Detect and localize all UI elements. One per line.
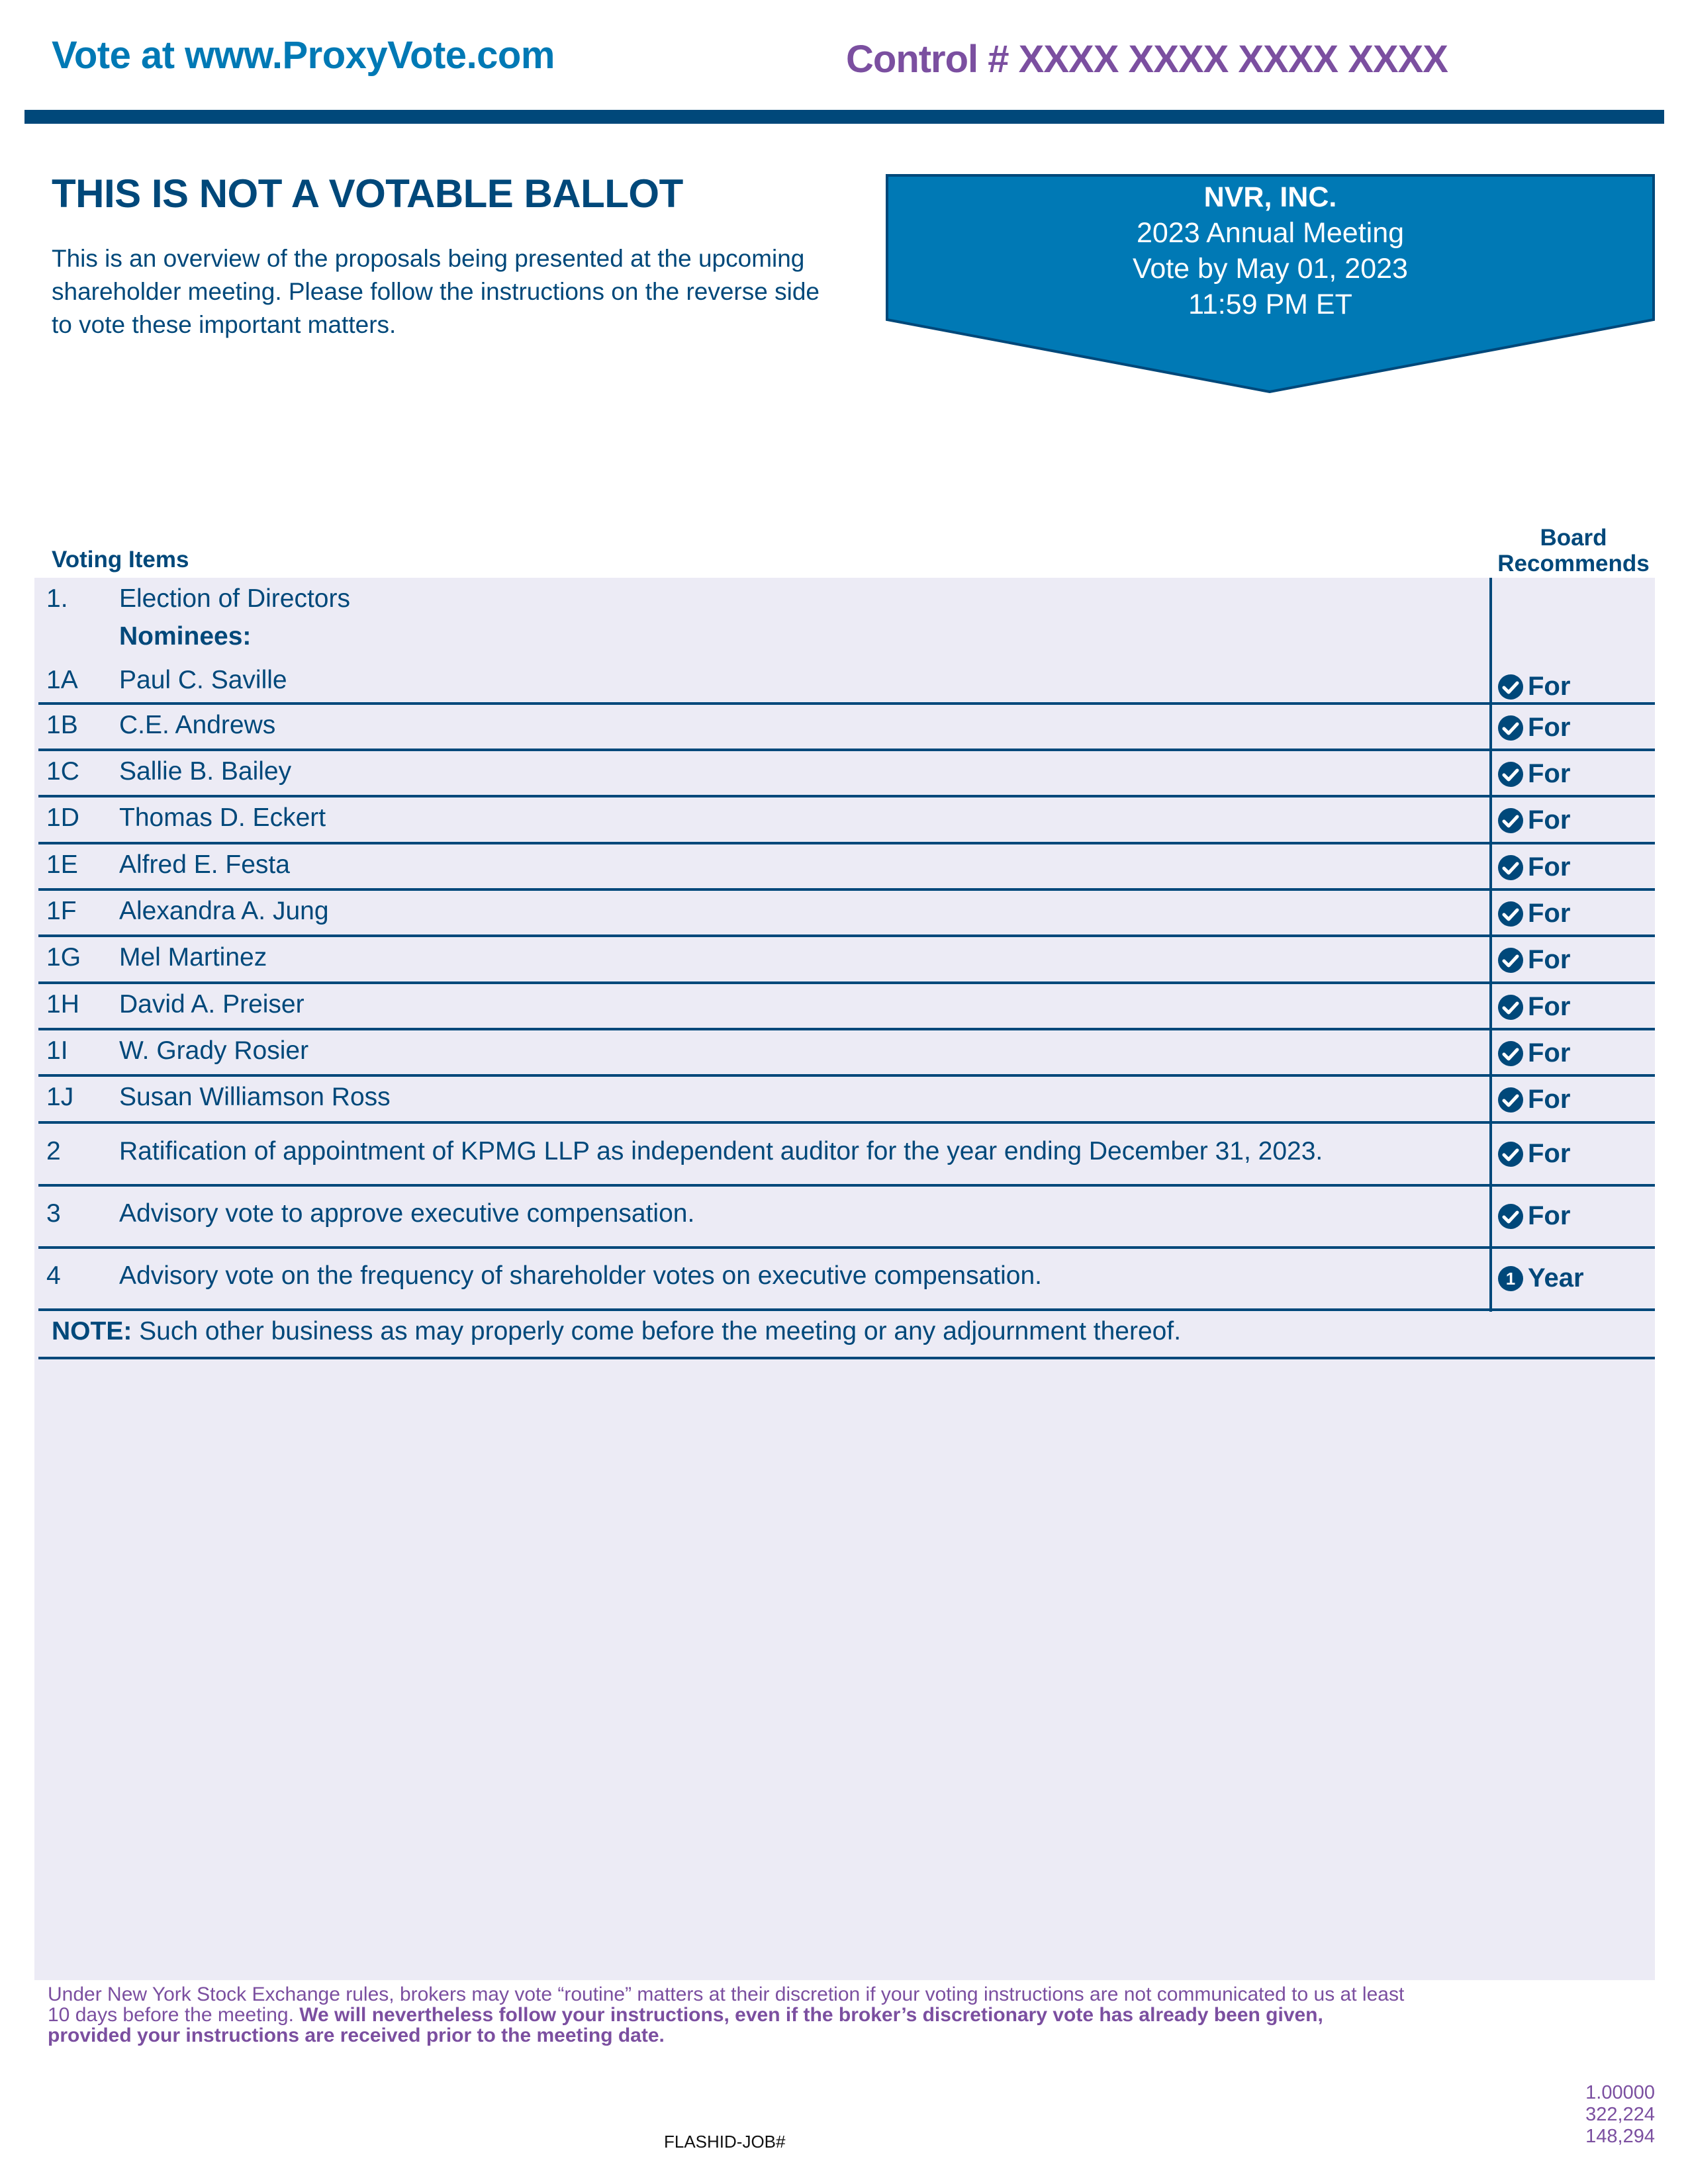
row-number: 2 (46, 1137, 61, 1165)
nominee-name: Paul C. Saville (119, 666, 287, 694)
check-circle-icon (1497, 947, 1524, 974)
note-text (52, 1317, 1181, 1346)
check-circle-icon (1497, 1141, 1524, 1167)
check-circle-icon (1497, 901, 1524, 927)
row-number: 1G (46, 943, 81, 972)
row-number: 1A (46, 666, 78, 694)
board-recommendation (1497, 805, 1570, 835)
row-divider (38, 1184, 1655, 1187)
meeting-name: 2023 Annual Meeting (1136, 217, 1405, 249)
check-circle-icon (1497, 674, 1524, 700)
nominee-name: Alfred E. Festa (119, 850, 290, 879)
proposal-text: Advisory vote on the frequency of shareholder votes on executive compensation. (119, 1261, 1042, 1290)
header-divider-bar (24, 110, 1664, 124)
check-circle-icon (1497, 1087, 1524, 1113)
recommendation-label: For (1528, 899, 1571, 928)
board-recommendation (1497, 945, 1570, 975)
row-divider (38, 1121, 1655, 1124)
row-number: 1J (46, 1083, 74, 1111)
board-recommends-header (1491, 525, 1656, 576)
disclaimer-regular: Under New York Stock Exchange rules, brokers may vote “routine” matters at their discretion if your voting instructions are not communicated to us at least 10 days before the meeting. (48, 1983, 1405, 2026)
company-name: NVR, INC. (1203, 181, 1337, 213)
row-divider (38, 1308, 1655, 1311)
recommendation-label: For (1528, 805, 1571, 835)
board-recommends-line1: Board (1540, 525, 1607, 551)
board-recommends-line2: Recommends (1497, 551, 1650, 576)
check-circle-icon (1497, 1203, 1524, 1230)
nyse-disclaimer (48, 1984, 1405, 2046)
svg-text:1: 1 (1505, 1268, 1516, 1289)
vote-by-time: 11:59 PM ET (1188, 289, 1352, 320)
nominee-name: Mel Martinez (119, 943, 267, 972)
corner-code: 148,294 (1585, 2126, 1655, 2147)
check-circle-icon (1497, 715, 1524, 741)
board-recommendation (1497, 713, 1570, 743)
meeting-callout (886, 174, 1655, 394)
row-number: 3 (46, 1199, 61, 1228)
board-recommendation (1497, 759, 1570, 789)
intro-text: This is an overview of the proposals being presented at the upcoming shareholder meeting. Please follow the instructions on the reverse side to vote these important matters. (52, 245, 820, 338)
recommendation-label: For (1528, 1038, 1571, 1068)
nominee-name: Thomas D. Eckert (119, 803, 326, 832)
board-recommendation (1497, 1263, 1584, 1293)
row-divider (38, 1028, 1655, 1030)
recommendation-label: For (1528, 1139, 1571, 1168)
row-number: 1C (46, 757, 79, 786)
check-circle-icon (1497, 1040, 1524, 1067)
nominee-name: Sallie B. Bailey (119, 757, 292, 786)
row-divider (38, 1246, 1655, 1249)
number-one-circle-icon (1497, 1265, 1524, 1292)
row-divider (38, 934, 1655, 937)
row-number: 1E (46, 850, 78, 879)
recommendation-label: For (1528, 1085, 1571, 1114)
row-divider (38, 842, 1655, 844)
nominee-name: David A. Preiser (119, 990, 305, 1019)
board-recommendation (1497, 899, 1570, 929)
nominees-label: Nominees: (119, 622, 252, 651)
row-divider (38, 981, 1655, 984)
check-circle-icon (1497, 994, 1524, 1021)
row-number: 1B (46, 711, 78, 739)
recommendation-label: For (1528, 759, 1571, 788)
corner-code: 1.00000 (1585, 2082, 1655, 2103)
row-divider (38, 795, 1655, 797)
row-number: 1I (46, 1036, 68, 1065)
row-divider (38, 1357, 1655, 1359)
note-body: Such other business as may properly come before the meeting or any adjournment thereof. (132, 1317, 1182, 1345)
item-1-text: Election of Directors (119, 584, 350, 613)
board-recommendation (1497, 1085, 1570, 1115)
page-title: THIS IS NOT A VOTABLE BALLOT (52, 171, 683, 216)
recommendation-label: For (1528, 672, 1571, 701)
board-recommendation (1497, 1201, 1570, 1231)
row-number: 1F (46, 897, 77, 925)
board-recommendation (1497, 1139, 1570, 1169)
board-recommendation (1497, 672, 1570, 702)
check-circle-icon (1497, 854, 1524, 881)
vote-by-date: Vote by May 01, 2023 (1133, 253, 1408, 285)
row-divider (38, 749, 1655, 751)
recommendation-label: For (1528, 992, 1571, 1021)
row-divider (38, 702, 1655, 705)
recommendation-label: For (1528, 852, 1571, 882)
vote-at-proxyvote-link[interactable]: Vote at www.ProxyVote.com (52, 34, 555, 77)
corner-codes (1523, 2082, 1655, 2148)
check-circle-icon (1497, 761, 1524, 788)
recommendation-label: Year (1528, 1263, 1584, 1293)
control-number: Control # XXXX XXXX XXXX XXXX (846, 38, 1448, 81)
row-number: 4 (46, 1261, 61, 1290)
item-1-number: 1. (46, 584, 68, 613)
nominee-name: W. Grady Rosier (119, 1036, 309, 1065)
note-label: NOTE: (52, 1317, 132, 1345)
row-number: 1H (46, 990, 79, 1019)
proposal-text: Ratification of appointment of KPMG LLP as independent auditor for the year ending December 31, 2023. (119, 1137, 1323, 1165)
board-recommendation (1497, 1038, 1570, 1068)
row-number: 1D (46, 803, 79, 832)
nominee-name: C.E. Andrews (119, 711, 276, 739)
disclaimer-bold: We will nevertheless follow your instructions, even if the broker’s discretionary vote has already been given, provided your instructions are received prior to the meeting date. (48, 2004, 1323, 2046)
board-recommendation (1497, 852, 1570, 882)
recommendation-column-divider (1489, 578, 1492, 1312)
recommendation-label: For (1528, 1201, 1571, 1230)
proposal-text: Advisory vote to approve executive compensation. (119, 1199, 695, 1228)
corner-code: 322,224 (1585, 2104, 1655, 2125)
row-divider (38, 1074, 1655, 1077)
flash-id-job: FLASHID-JOB# (664, 2132, 786, 2152)
board-recommendation (1497, 992, 1570, 1022)
voting-items-header: Voting Items (52, 547, 189, 572)
nominee-name: Susan Williamson Ross (119, 1083, 391, 1111)
recommendation-label: For (1528, 945, 1571, 974)
row-divider (38, 888, 1655, 891)
recommendation-label: For (1528, 713, 1571, 742)
check-circle-icon (1497, 807, 1524, 834)
nominee-name: Alexandra A. Jung (119, 897, 329, 925)
